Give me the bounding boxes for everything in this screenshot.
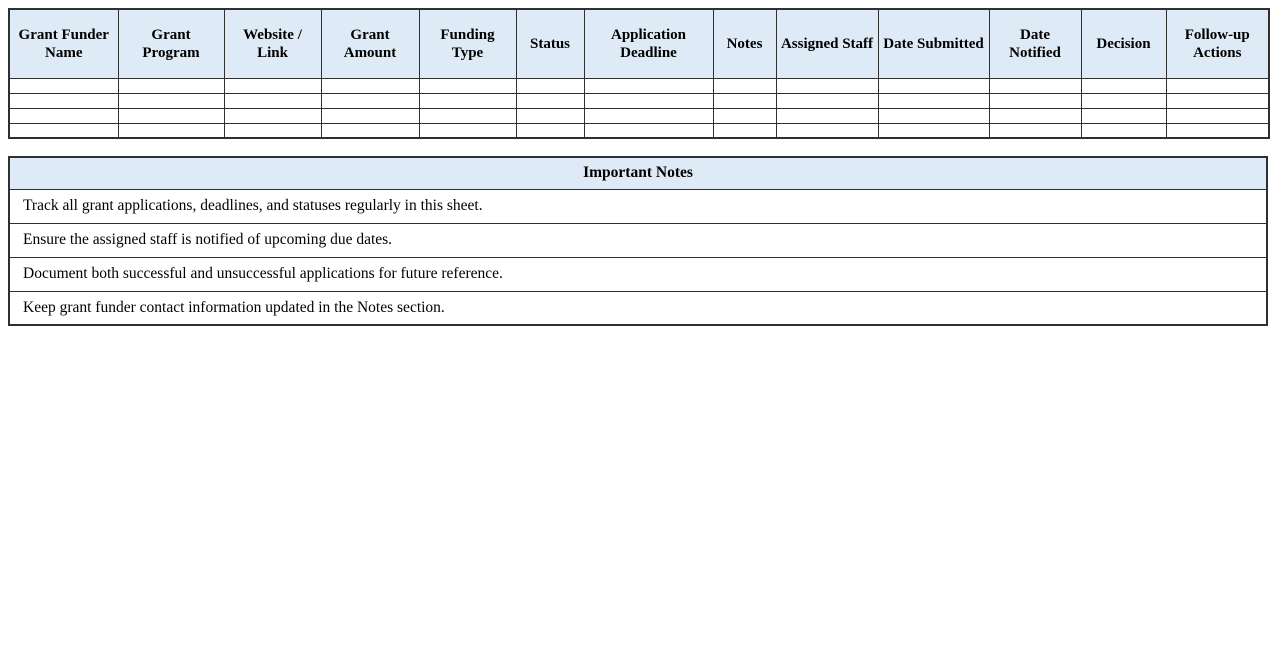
empty-cell[interactable]	[321, 123, 419, 138]
empty-cell[interactable]	[989, 78, 1081, 93]
empty-cell[interactable]	[224, 78, 321, 93]
empty-cell[interactable]	[1081, 108, 1166, 123]
empty-cell[interactable]	[878, 78, 989, 93]
column-header-grant-amount: Grant Amount	[321, 9, 419, 78]
column-header-application-deadline: Application Deadline	[584, 9, 713, 78]
empty-cell[interactable]	[713, 108, 776, 123]
empty-cell[interactable]	[224, 93, 321, 108]
empty-cell[interactable]	[989, 108, 1081, 123]
empty-cell[interactable]	[1166, 93, 1269, 108]
empty-cell[interactable]	[9, 78, 118, 93]
empty-cell[interactable]	[516, 93, 584, 108]
note-row	[9, 223, 1267, 257]
column-header-date-submitted: Date Submitted	[878, 9, 989, 78]
column-header-follow-up-actions: Follow-up Actions	[1166, 9, 1269, 78]
empty-cell[interactable]	[224, 108, 321, 123]
empty-cell[interactable]	[776, 123, 878, 138]
empty-cell[interactable]	[989, 93, 1081, 108]
tracker-header-row	[9, 9, 1269, 78]
notes-header-row	[9, 157, 1267, 189]
note-item: Keep grant funder contact information updated in the Notes section.	[9, 291, 1267, 325]
empty-cell[interactable]	[584, 78, 713, 93]
column-header-grant-program: Grant Program	[118, 9, 224, 78]
column-header-website-link: Website / Link	[224, 9, 321, 78]
empty-cell[interactable]	[118, 93, 224, 108]
empty-cell[interactable]	[419, 108, 516, 123]
empty-cell[interactable]	[516, 123, 584, 138]
empty-cell[interactable]	[419, 123, 516, 138]
tracker-empty-row	[9, 93, 1269, 108]
empty-cell[interactable]	[321, 108, 419, 123]
empty-cell[interactable]	[584, 123, 713, 138]
tracker-empty-rows	[9, 78, 1269, 138]
tracker-empty-row	[9, 123, 1269, 138]
empty-cell[interactable]	[516, 108, 584, 123]
empty-cell[interactable]	[584, 108, 713, 123]
empty-cell[interactable]	[878, 93, 989, 108]
column-header-status: Status	[516, 9, 584, 78]
empty-cell[interactable]	[713, 93, 776, 108]
empty-cell[interactable]	[878, 123, 989, 138]
note-row	[9, 291, 1267, 325]
empty-cell[interactable]	[989, 123, 1081, 138]
empty-cell[interactable]	[776, 78, 878, 93]
tracker-empty-row	[9, 78, 1269, 93]
empty-cell[interactable]	[419, 78, 516, 93]
tracker-empty-row	[9, 108, 1269, 123]
empty-cell[interactable]	[9, 123, 118, 138]
empty-cell[interactable]	[118, 78, 224, 93]
empty-cell[interactable]	[1081, 93, 1166, 108]
empty-cell[interactable]	[713, 123, 776, 138]
empty-cell[interactable]	[776, 93, 878, 108]
empty-cell[interactable]	[776, 108, 878, 123]
empty-cell[interactable]	[1081, 78, 1166, 93]
note-row	[9, 189, 1267, 223]
empty-cell[interactable]	[321, 78, 419, 93]
empty-cell[interactable]	[419, 93, 516, 108]
note-item: Track all grant applications, deadlines, and statuses regularly in this sheet.	[9, 189, 1267, 223]
empty-cell[interactable]	[118, 123, 224, 138]
note-item: Ensure the assigned staff is notified of upcoming due dates.	[9, 223, 1267, 257]
important-notes-title: Important Notes	[9, 157, 1267, 189]
grant-tracker-table	[8, 8, 1270, 139]
empty-cell[interactable]	[713, 78, 776, 93]
column-header-notes: Notes	[713, 9, 776, 78]
column-header-decision: Decision	[1081, 9, 1166, 78]
empty-cell[interactable]	[321, 93, 419, 108]
empty-cell[interactable]	[1081, 123, 1166, 138]
important-notes-table	[8, 156, 1268, 326]
empty-cell[interactable]	[118, 108, 224, 123]
column-header-date-notified: Date Notified	[989, 9, 1081, 78]
empty-cell[interactable]	[584, 93, 713, 108]
note-item: Document both successful and unsuccessful applications for future reference.	[9, 257, 1267, 291]
empty-cell[interactable]	[1166, 78, 1269, 93]
empty-cell[interactable]	[1166, 108, 1269, 123]
empty-cell[interactable]	[9, 93, 118, 108]
empty-cell[interactable]	[224, 123, 321, 138]
empty-cell[interactable]	[9, 108, 118, 123]
column-header-funding-type: Funding Type	[419, 9, 516, 78]
empty-cell[interactable]	[516, 78, 584, 93]
column-header-assigned-staff: Assigned Staff	[776, 9, 878, 78]
column-header-grant-funder-name: Grant Funder Name	[9, 9, 118, 78]
empty-cell[interactable]	[878, 108, 989, 123]
empty-cell[interactable]	[1166, 123, 1269, 138]
note-row	[9, 257, 1267, 291]
